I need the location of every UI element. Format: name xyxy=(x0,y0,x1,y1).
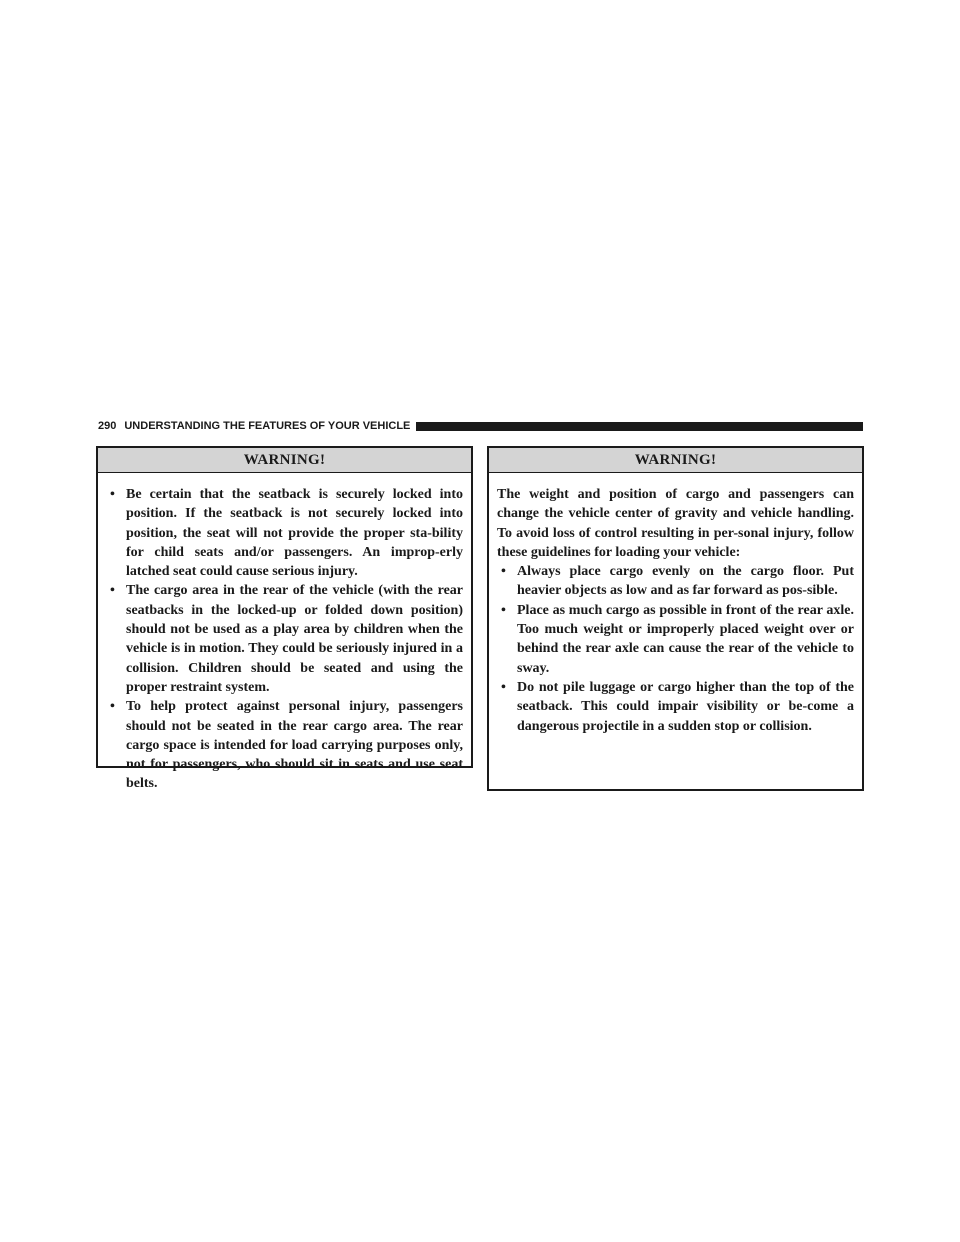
list-item-text: Be certain that the seatback is securely locked into position. If the seatback is not securely locked into position, the seat will not provide the proper sta-bility for child seats and/or passengers. An improp-erly latched seat could cause serious injury. xyxy=(126,487,463,580)
list-item xyxy=(497,601,854,678)
warning-list xyxy=(497,562,854,736)
list-item xyxy=(497,562,854,601)
list-item-text: To help protect against personal injury, passengers should not be seated in the rear cargo area. The rear cargo space is intended for load carrying purposes only, not for passengers, who should sit in seats and use seat belts. xyxy=(126,699,463,792)
page-header xyxy=(98,417,863,435)
list-item xyxy=(106,697,463,793)
bullet-icon: • xyxy=(501,679,506,695)
warning-body xyxy=(98,473,471,794)
bullet-icon: • xyxy=(110,487,115,502)
bullet-icon: • xyxy=(110,583,115,599)
warning-title: WARNING! xyxy=(489,448,862,473)
bullet-icon: • xyxy=(501,602,506,618)
list-item xyxy=(106,581,463,697)
warning-title: WARNING! xyxy=(98,448,471,473)
header-rule xyxy=(416,422,863,431)
list-item xyxy=(497,678,854,736)
list-item-text: The cargo area in the rear of the vehicle (with the rear seatbacks in the locked-up or folded down position) should not be used as a play area by children when the vehicle is in motion. They could be seriously injured in a collision. Children should be seated and using the proper restraint system. xyxy=(126,583,463,695)
warning-box-left xyxy=(96,446,473,792)
page-number: 290 xyxy=(98,420,117,432)
list-item-text: Always place cargo evenly on the cargo floor. Put heavier objects as low and as far forward as pos-sible. xyxy=(517,564,854,599)
warning-body xyxy=(489,473,862,736)
bullet-icon: • xyxy=(110,699,115,715)
list-item xyxy=(106,485,463,581)
bullet-icon: • xyxy=(501,564,506,580)
list-item-text: Place as much cargo as possible in front of the rear axle. Too much weight or improperly placed weight over or behind the rear axle can cause the rear of the vehicle to sway. xyxy=(517,602,854,676)
list-item-text: Do not pile luggage or cargo higher than the top of the seatback. This could impair visibility or be-come a dangerous projectile in a sudden stop or collision. xyxy=(517,679,854,734)
warning-box-right xyxy=(487,446,864,791)
section-title: UNDERSTANDING THE FEATURES OF YOUR VEHICLE xyxy=(124,420,411,432)
warning-list xyxy=(106,485,463,794)
warning-intro: The weight and position of cargo and passengers can change the vehicle center of gravity and vehicle handling. To avoid loss of control resulting in per-sonal injury, follow these guidelines for loading your vehicle: xyxy=(497,487,854,560)
